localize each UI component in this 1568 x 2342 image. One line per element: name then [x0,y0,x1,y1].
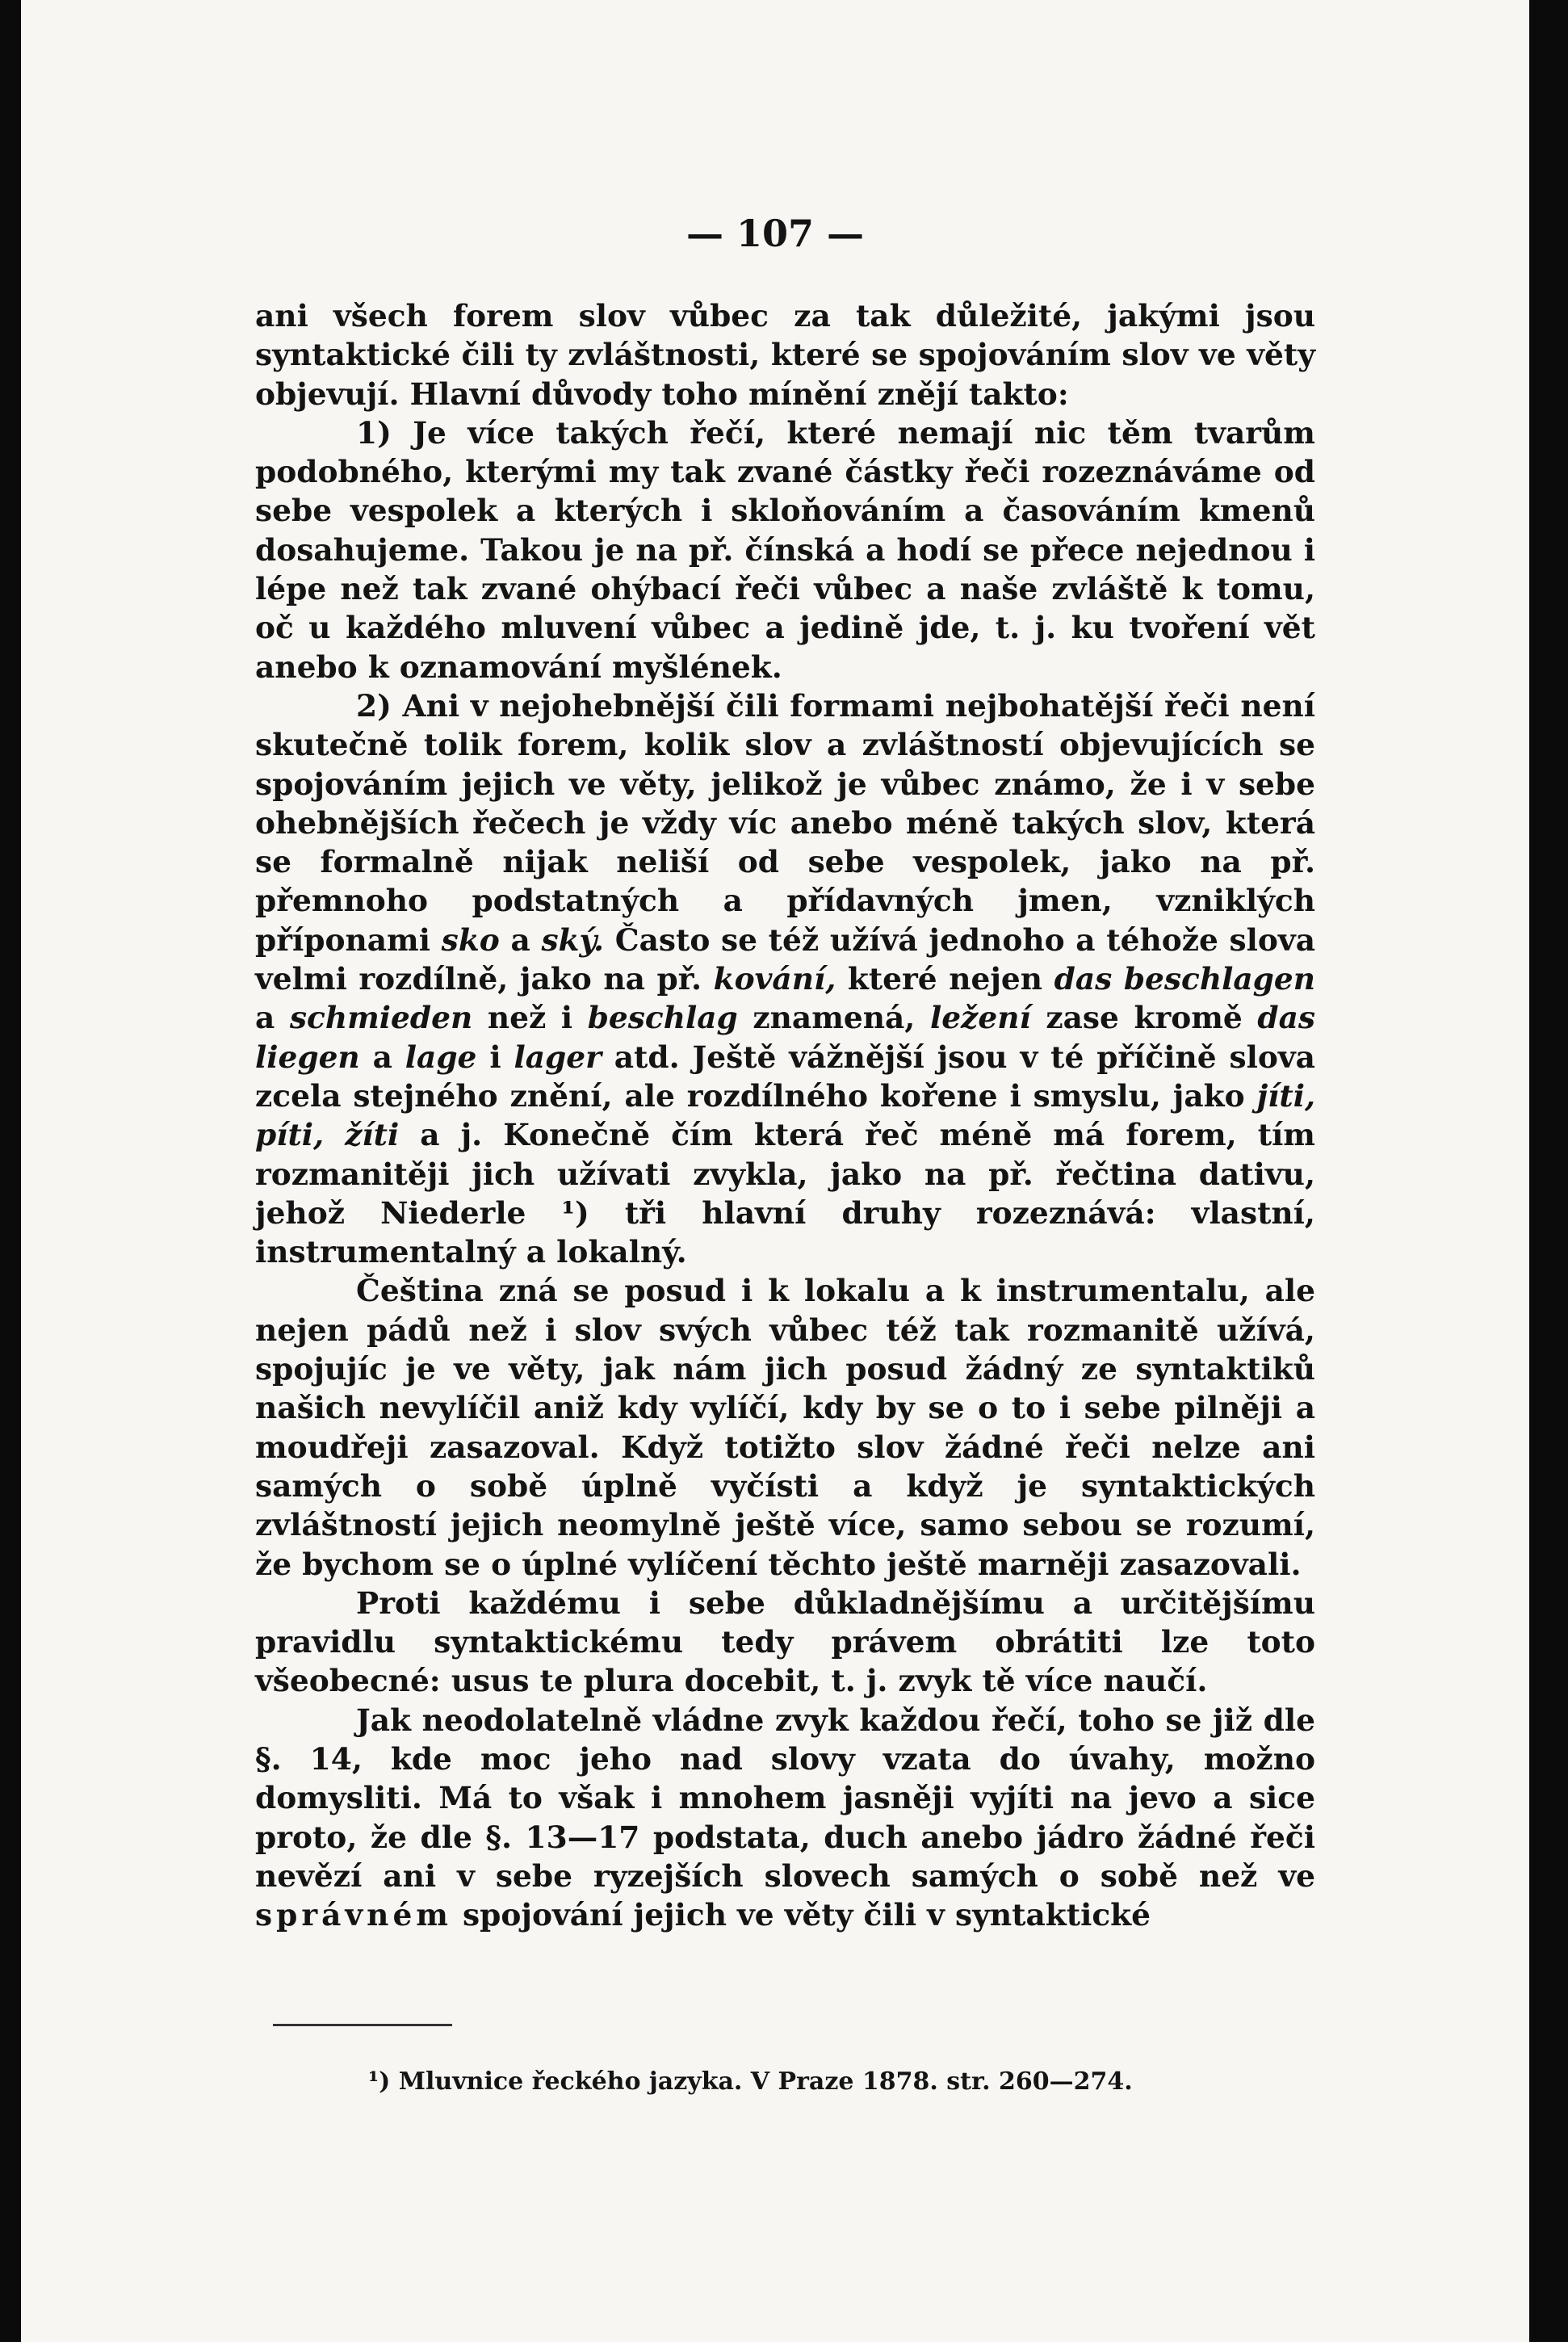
text-run: atd. Ještě vážnější jsou v té příčině slova zcela stejného znění, ale rozdílného kořene i smyslu, jako [255,1039,1315,1114]
italic-term: das liegen [255,1000,1315,1075]
paragraph-zvyk [255,1701,1315,1935]
text-run: a [372,1039,392,1075]
paragraph-cestina: Čeština zná se posud i k lokalu a k instrumentalu, ale nejen pádů než i slov svých vůbec též tak rozmanitě užívá, spojujíc je ve věty, jak nám jich posud žádný ze syntaktiků našich nevylíčil aniž kdy vylíčí, kdy by se o to i sebe pilněji a moudřeji zasazoval. Když totižto slov žádné řeči nelze ani samých o sobě úplně vyčísti a když je syntaktických zvláštností jejich neomylně ještě více, samo sebou se rozumí, že bychom se o úplné vylíčení těchto ještě marněji zasazovali. [255,1273,1315,1582]
book-page [21,0,1529,2342]
italic-term: das beschlagen [1054,961,1315,997]
footnote: ¹) Mluvnice řeckého jazyka. V Praze 1878. str. 260—274. [368,2067,1133,2096]
text-run: Často se též užívá jednoho a téhože slova velmi rozdílně, jako na př. [255,921,1316,997]
paragraph-continuation: ani všech forem slov vůbec za tak důležité, jakými jsou syntaktické čili ty zvláštnosti, které se spojováním slov ve věty objevují. Hlavní důvody toho mínění znějí takto: [255,298,1315,412]
body-text [255,296,1315,1934]
text-run: znamená, [753,1000,916,1036]
text-run: které nejen [847,961,1043,997]
text-run: 2) Ani v nejohebnější čili formami nejbohatější řeči není skutečně tolik forem, kolik slov a zvláštností objevujících se spojováním jejich ve věty, jelikož je vůbec známo, že i v sebe ohebnějších řečech je vždy víc anebo méně takých slov, která se formalně nijak neliší od sebe vespolek, jako na př. přemnoho podstatných a přídavných jmen, vzniklých příponami [255,687,1315,958]
text-run: než i [487,1000,573,1036]
text-run: tři hlavní druhy rozeznává: vlastní, instrumentalný a lokalný. [255,1194,1315,1270]
italic-term: sko [441,921,500,958]
italic-term: jíti, píti, žíti [255,1077,1315,1153]
text-run: zase kromě [1046,1000,1243,1036]
footnote-divider [273,2024,452,2026]
text-run: a j. Konečně čím která řeč méně má forem, tím rozmanitěji jich užívati zvykla, jako na př. řečtina dativu, jehož Niederle [255,1117,1315,1231]
italic-term: beschlag [587,1000,738,1036]
paragraph-usus: Proti každému i sebe důkladnějšímu a určitějšímu pravidlu syntaktickému tedy právem obrátiti lze toto všeobecné: usus te plura docebit, t. j. zvyk tě více naučí. [255,1584,1315,1699]
paragraph-point-1: 1) Je více takých řečí, které nemají nic těm tvarům podobného, kterými my tak zvané částky řeči rozeznáváme od sebe vespolek a kterých i skloňováním a časováním kmenů dosahujeme. Takou je na př. čínská a hodí se přece nejednou i lépe než tak zvané ohýbací řeči vůbec a naše zvláště k tomu, oč u každého mluvení vůbec a jedině jde, t. j. ku tvoření vět anebo k oznamování myšlének. [255,414,1315,685]
text-run: a [255,1000,275,1036]
italic-term: lage [405,1039,477,1075]
text-run: a [510,921,530,958]
text-run: Jak neodolatelně vládne zvyk každou řečí, toho se již dle §. 14, kde moc jeho nad slovy vzata do úvahy, možno domysliti. Má to však i mnohem jasněji vyjíti na jevo a sice proto, že dle §. 13—17 podstata, duch anebo jádro žádné řeči nevězí ani v sebe ryzejších slovech samých o sobě než ve [255,1702,1315,1894]
text-run: i [489,1039,501,1075]
page-number: — 107 — [685,212,865,255]
italic-term: ležení [929,1000,1031,1036]
emphasis-spaced: správném [255,1897,452,1933]
italic-term: schmieden [289,1000,473,1036]
text-run: spojování jejich ve věty čili v syntaktické [463,1897,1151,1933]
footnote-marker: ¹) [561,1194,589,1231]
italic-term: ský. [541,921,605,958]
paragraph-point-2 [255,686,1315,1271]
italic-term: kování, [713,961,836,997]
italic-term: lager [514,1039,602,1075]
